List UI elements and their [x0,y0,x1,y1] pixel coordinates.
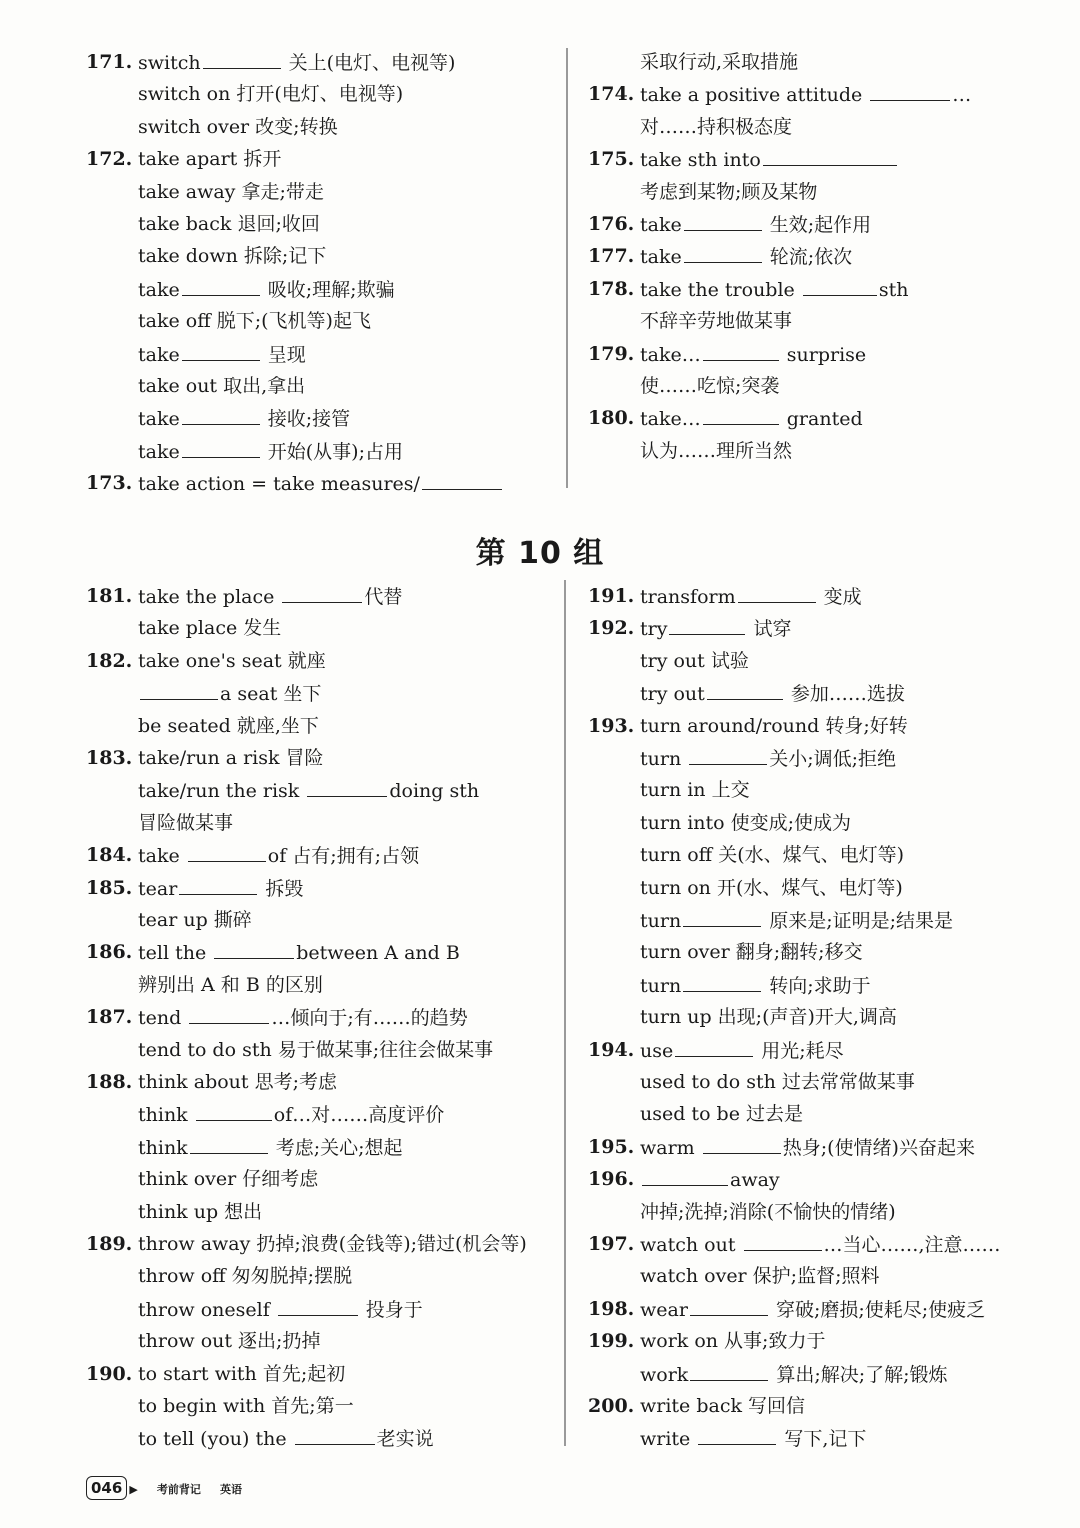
entry-text: take one's seat 就座 [138,649,326,672]
entry-text: to tell (you) the [138,1428,293,1451]
fill-in-blank [703,406,779,425]
entry-text: tear up 撕碎 [138,908,252,931]
entry-number: 182. [86,649,133,672]
entry-line [138,244,326,268]
entry-line [640,584,862,608]
entry-text: away [730,1169,780,1192]
entry-line [138,115,338,139]
entry-text: take [138,408,180,431]
entry-text: turn over 翻身;翻转;移交 [640,941,863,964]
entry-text: transform [640,586,736,608]
entry-text: turn [640,747,688,770]
entry-text: work on 从事;致力于 [640,1330,826,1353]
entry-line [640,908,953,932]
entry-line [138,82,403,106]
entry-text: try [640,618,668,641]
entry-line [138,1005,468,1029]
entry-line [640,876,903,900]
column-divider [566,48,568,488]
entry-text: 冲掉;洗掉;消除(不愉快的情绪) [640,1200,896,1223]
entry-text: 穿破;磨损;使耗尽;使疲乏 [769,1298,986,1321]
entry-number: 171. [86,51,133,73]
entry-number: 200. [588,1395,635,1417]
entry-text: between A and B [296,942,460,965]
entry-number: 179. [588,342,635,365]
entry-number: 187. [86,1006,133,1029]
fill-in-blank [870,82,950,101]
entry-line [640,212,871,236]
entry-number: 185. [86,876,133,899]
entry-number: 177. [588,245,635,268]
entry-text: of…对……高度评价 [273,1104,445,1127]
entry-line [138,342,306,366]
entry-text: throw away 扔掉;浪费(金钱等);错过(机会等) [138,1233,527,1255]
entry-text: …当心……,注意…… [823,1234,1001,1256]
fill-in-blank [179,876,257,895]
entry-line [138,1329,320,1353]
entry-line [640,1167,780,1191]
entry-line [138,180,324,204]
fill-in-blank [188,843,266,862]
entry-text: take/run a risk 冒险 [138,747,324,769]
entry-line [640,1070,915,1094]
entry-line [640,1232,1001,1256]
fill-in-blank [690,1362,768,1381]
entry-text: take down 拆除;记下 [138,245,327,268]
entry-text: 生效;起作用 [763,214,872,236]
top-section [0,0,1080,500]
fill-in-blank [675,1038,753,1057]
entry-line [640,714,908,738]
entry-text: think [138,1104,194,1127]
entry-text: sth [878,278,909,301]
entry-text: 老实说 [376,1428,434,1451]
entry-text: of 占有;拥有;占领 [267,845,420,868]
entry-line [640,811,851,835]
entry-number: 192. [588,617,635,640]
entry-line [640,746,896,770]
entry-text: take away 拿走;带走 [138,180,324,203]
entry-line [138,714,319,738]
entry-text: …倾向于;有……的趋势 [271,1007,468,1030]
entry-text: … [952,84,972,107]
entry-line [138,1200,262,1224]
entry-line [138,940,460,964]
entry-text: 不辞辛劳地做某事 [640,310,793,333]
entry-text: take [640,214,682,236]
fill-in-blank [703,1135,781,1154]
entry-line [640,406,863,430]
entry-line [138,439,403,463]
entry-text: to begin with 首先;第一 [138,1394,354,1417]
entry-line [640,843,904,867]
entry-number: 189. [86,1233,133,1255]
fill-in-blank [307,778,387,797]
entry-line [640,1005,897,1029]
entry-number: 193. [588,714,635,737]
fill-in-blank [422,471,502,490]
entry-number: 186. [86,941,133,964]
entry-text: take… [640,343,701,366]
entry-line [138,1102,444,1126]
entry-text: switch on 打开(电灯、电视等) [138,83,404,106]
entry-text: 转向;求助于 [763,974,871,997]
entry-text: granted [780,408,863,431]
entry-line [138,584,402,608]
bottom-section [0,570,1080,1460]
entry-text: write back 写回信 [640,1395,806,1417]
fill-in-blank [278,1297,358,1316]
entry-text: work [640,1363,689,1386]
entry-text: turn in 上交 [640,779,750,802]
entry-text: 辨别出 A 和 B 的区别 [138,973,323,996]
entry-text: use [640,1039,674,1062]
entry-line [138,681,321,705]
entry-text: take action = take measures/ [138,473,420,496]
entry-line [138,811,233,835]
fill-in-blank [684,244,762,263]
entry-text: 使……吃惊;突袭 [640,374,780,397]
entry-text: turn [640,909,682,932]
fill-in-blank [703,342,779,361]
fill-in-blank [707,681,783,700]
entry-line [640,82,971,106]
entry-text: think up 想出 [138,1200,263,1223]
fill-in-blank [642,1167,728,1186]
fill-in-blank [683,908,761,927]
entry-text: 冒险做某事 [138,811,234,834]
subject-label: 英语 [219,1482,242,1496]
fill-in-blank [684,212,762,231]
entry-text: turn into 使变成;使成为 [640,811,852,834]
entry-text: used to be 过去是 [640,1103,803,1126]
entry-text: turn on 开(水、煤气、电灯等) [640,876,903,899]
entry-text: a seat 坐下 [220,683,322,706]
entry-number: 195. [588,1135,635,1158]
entry-text: tend to do sth 易于做某事;往往会做某事 [138,1038,494,1061]
entry-text: 考虑到某物;顾及某物 [640,180,818,203]
entry-text: take… [640,408,701,431]
entry-line [640,277,908,301]
entry-number: 196. [588,1168,635,1191]
book-title: 考前背记 [156,1482,201,1496]
entry-text: take the trouble [640,278,801,301]
entry-number: 178. [588,277,635,300]
entry-number: 191. [588,585,635,607]
entry-text: 算出;解决;了解;锻炼 [770,1363,948,1386]
entry-text: try out [640,683,705,706]
entry-line [640,374,779,398]
entry-line [138,309,371,333]
entry-number: 180. [588,407,635,430]
entry-line [138,277,395,301]
entry-line [640,309,792,333]
entry-line [640,1135,975,1159]
entry-line [138,212,320,236]
entry-number: 172. [86,148,133,171]
entry-line [640,147,899,171]
entry-text: throw out 逐出;扔掉 [138,1330,321,1353]
entry-text: take the place [138,586,281,608]
entry-line [640,973,871,997]
entry-line [640,940,863,964]
entry-line [138,406,350,430]
entry-line [138,471,504,495]
entry-line [138,616,281,640]
entry-line [640,681,905,705]
entry-text: think [138,1136,188,1159]
entry-line [138,908,252,932]
entry-line [138,843,419,867]
entry-number: 190. [86,1362,133,1385]
entry-text: think over 仔细考虑 [138,1168,319,1191]
entry-text: take sth into [640,149,761,172]
entry-text: switch [138,52,201,74]
group-heading: 第 10 组 [475,536,605,571]
entry-line [640,342,866,366]
entry-text: turn [640,974,682,997]
fill-in-blank [763,147,897,166]
entry-text: 认为……理所当然 [640,439,793,462]
entry-line [138,746,324,770]
entry-number: 173. [86,472,133,495]
entry-line [138,973,323,997]
entry-text: warm [640,1136,701,1159]
entry-line [138,649,326,673]
arrow-right-icon: ▶ [129,1483,138,1496]
entry-text: 写下,记下 [778,1428,867,1451]
entry-number: 175. [588,148,635,171]
entry-line [640,1297,985,1321]
entry-text: switch over 改变;转换 [138,115,338,138]
entry-line [138,1070,337,1094]
entry-text: turn around/round 转身;好转 [640,714,908,737]
entry-text: take [640,246,682,269]
fill-in-blank [803,277,877,296]
entry-line [640,616,792,640]
entry-text: tell the [138,942,213,965]
entry-line [640,1102,803,1126]
entry-line [640,115,792,139]
fill-in-blank [295,1426,375,1445]
entry-text: 投身于 [359,1298,423,1321]
entry-line [640,1200,896,1224]
fill-in-blank [182,406,260,425]
fill-in-blank [214,940,294,959]
entry-line [138,1264,352,1288]
entry-text: 试穿 [747,618,792,641]
entry-line [138,1167,318,1191]
entry-text: be seated 就座,坐下 [138,714,319,737]
entry-line [640,1426,866,1450]
entry-text: take out 取出,拿出 [138,374,306,397]
entry-line [640,1362,948,1386]
entry-text: doing sth [389,780,480,803]
entry-line [138,876,303,900]
fill-in-blank [182,342,260,361]
entry-text: 对……持积极态度 [640,115,793,138]
entry-text: 拆毁 [259,877,304,900]
fill-in-blank [669,616,745,635]
entry-line [640,244,852,268]
entry-line [138,1135,403,1159]
entry-text: watch over 保护;监督;照料 [640,1265,880,1288]
entry-text: to start with 首先;起初 [138,1362,346,1385]
entry-text: wear [640,1298,688,1321]
page-footer [86,1476,242,1506]
entry-text: used to do sth 过去常常做某事 [640,1070,915,1093]
entry-line [138,1394,354,1418]
entry-text: 参加……选拔 [784,683,905,706]
entry-text: 考虑;关心;想起 [269,1136,403,1159]
entry-line [640,778,750,802]
fill-in-blank [690,1297,768,1316]
fill-in-blank [282,584,362,603]
entry-text: 热身;(使情绪)兴奋起来 [782,1136,975,1159]
entry-line [138,1232,527,1256]
entry-line [138,50,455,74]
entry-line [640,1394,805,1418]
fill-in-blank [744,1232,822,1251]
entry-text: 变成 [817,586,862,608]
entry-line [640,50,798,74]
entry-text: turn off 关(水、煤气、电灯等) [640,844,905,867]
entry-number: 188. [86,1071,133,1093]
entry-line [138,778,479,802]
entry-text: take place 发生 [138,617,282,640]
fill-in-blank [683,973,761,992]
entry-number: 181. [86,585,133,607]
entry-text: take [138,845,186,868]
entry-text: tear [138,877,178,900]
entry-line [640,439,792,463]
entry-text: take a positive attitude [640,84,869,107]
entry-line [640,1038,844,1062]
entry-line [640,180,817,204]
entry-number: 194. [588,1038,635,1061]
entry-text: take back 退回;收回 [138,212,320,235]
entry-text: 原来是;证明是;结果是 [763,909,954,932]
fill-in-blank [203,50,281,69]
fill-in-blank [698,1426,776,1445]
entry-number: 174. [588,83,635,106]
fill-in-blank [189,1005,269,1024]
entry-line [138,374,305,398]
entry-line [640,649,749,673]
fill-in-blank [182,439,260,458]
entry-text: 开始(从事);占用 [261,440,404,463]
entry-line [138,1038,493,1062]
fill-in-blank [738,584,816,603]
entry-line [640,1264,880,1288]
entry-number: 176. [588,213,635,235]
entry-line [138,1426,434,1450]
entry-text: surprise [780,343,867,366]
entry-text: write [640,1428,697,1451]
entry-text: 吸收;理解;欺骗 [261,278,395,301]
entry-text: take/run the risk [138,780,306,803]
fill-in-blank [140,681,218,700]
entry-text: take [138,440,180,463]
entry-text: 呈现 [261,343,306,366]
entry-text: take [138,278,180,301]
fill-in-blank [190,1135,268,1154]
page-number: 046 [86,1476,127,1500]
entry-text: 轮流;依次 [763,246,853,269]
entry-text: try out 试验 [640,649,749,672]
entry-text: 代替 [364,586,403,608]
entry-text: 接收;接管 [261,408,351,431]
fill-in-blank [182,277,260,296]
entry-text: throw off 匆匆脱掉;摆脱 [138,1265,353,1288]
column-divider [564,580,566,1446]
entry-number: 199. [588,1330,635,1353]
entry-line [138,1362,345,1386]
entry-text: watch out [640,1234,742,1256]
entry-line [640,1329,825,1353]
entry-number: 183. [86,747,133,769]
entry-text: turn up 出现;(声音)开大,调高 [640,1006,897,1029]
entry-text: think about 思考;考虑 [138,1071,337,1093]
entry-number: 198. [588,1297,635,1320]
entry-number: 184. [86,844,133,867]
entry-text: take [138,343,180,366]
entry-text: tend [138,1007,188,1030]
entry-number: 197. [588,1233,635,1255]
entry-text: throw oneself [138,1298,276,1321]
entry-line [138,147,281,171]
fill-in-blank [689,746,767,765]
entry-text: 关小;调低;拒绝 [769,747,897,770]
entry-text: take apart 拆开 [138,148,282,171]
entry-line [138,1297,423,1321]
entry-text: 关上(电灯、电视等) [282,52,456,74]
entry-text: take off 脱下;(飞机等)起飞 [138,310,371,333]
fill-in-blank [196,1102,272,1121]
entry-text: 采取行动,采取措施 [640,51,799,73]
entry-text: 用光;耗尽 [755,1039,844,1062]
